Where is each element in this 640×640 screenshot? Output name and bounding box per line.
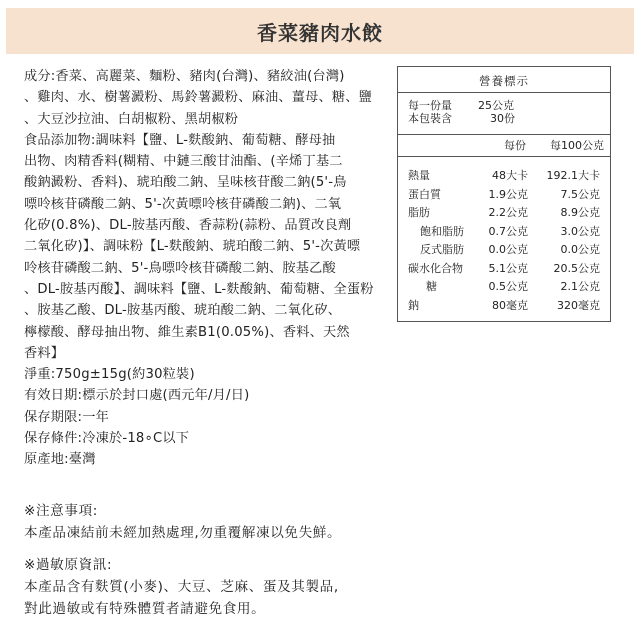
nutrient-per-serving: 1.9公克 — [488, 187, 528, 201]
nutrient-per-serving: 0.0公克 — [488, 243, 528, 256]
nutrient-per-serving: 0.7公克 — [488, 224, 528, 238]
ingredient-line: 成分:香菜、高麗菜、麵粉、豬肉(台灣)、豬絞油(台灣) — [24, 69, 345, 84]
notes-section — [24, 500, 624, 630]
allergen-block — [24, 554, 624, 620]
nutrition-row — [398, 241, 610, 260]
nutrition-rows — [398, 157, 610, 315]
nutrition-row — [398, 223, 610, 242]
nutrient-per-serving: 2.2公克 — [488, 206, 528, 219]
nutrient-per-serving: 80毫克 — [492, 298, 528, 312]
nutrition-row — [398, 297, 610, 316]
product-info-line: 保存期限:一年 — [24, 409, 109, 425]
nutrition-row — [398, 204, 610, 223]
nutrient-per-100g: 8.9公克 — [560, 206, 600, 219]
nutrient-per-serving: 0.5公克 — [488, 280, 528, 293]
ingredient-line: 化矽(0.8%)、DL-胺基丙酸、香蒜粉(蒜粉、品質改良劑 — [24, 218, 352, 234]
nutrition-row — [398, 167, 610, 186]
servings-label: 本包裝含 — [408, 112, 452, 125]
ingredient-line: 嘌呤核苷磷酸二鈉、5'-次黃嘌呤核苷磷酸二鈉)、二氧 — [24, 196, 342, 212]
nutrient-per-serving: 48大卡 — [492, 169, 528, 182]
product-info-line: 保存條件:冷凍於-18∘C以下 — [24, 431, 190, 447]
nutrition-header — [398, 135, 610, 157]
column-per-serving: 每份 — [504, 139, 526, 152]
nutrient-name: 反式脂肪 — [420, 243, 464, 256]
product-info-list — [24, 364, 390, 470]
nutrition-table — [397, 66, 611, 322]
ingredient-line: 、DL-胺基丙酸】、調味料【鹽、L-麩酸鈉、葡萄糖、全蛋粉 — [24, 281, 374, 297]
ingredient-line: 、雞肉、水、樹薯澱粉、馬鈴薯澱粉、麻油、薑母、糖、鹽 — [24, 90, 373, 106]
caution-title: ※注意事項: — [24, 503, 98, 519]
allergen-text-line: 對此過敏或有特殊體質者請避免食用。 — [24, 601, 266, 617]
ingredient-line: 呤核苷磷酸二鈉、5'-鳥嘌呤核苷磷酸二鈉、胺基乙酸 — [24, 260, 336, 276]
ingredients-section — [24, 66, 390, 471]
column-per-100g: 每100公克 — [550, 139, 604, 152]
nutrient-name: 熱量 — [408, 169, 430, 182]
servings-value: 30份 — [490, 112, 515, 125]
nutrient-name: 飽和脂肪 — [420, 224, 464, 238]
nutrient-name: 蛋白質 — [408, 187, 441, 201]
caution-block — [24, 500, 624, 544]
nutrient-name: 碳水化合物 — [408, 261, 463, 275]
ingredient-line: 、胺基乙酸、DL-胺基丙酸、琥珀酸二鈉、二氧化矽、 — [24, 303, 342, 319]
allergen-text-line: 本產品含有麩質(小麥)、大豆、芝麻、蛋及其製品, — [24, 579, 339, 595]
ingredient-line: 、大豆沙拉油、白胡椒粉、黑胡椒粉 — [24, 111, 239, 127]
ingredient-line: 酸鈉澱粉、香料)、琥珀酸二鈉、呈味核苷酸二鈉(5'-鳥 — [24, 175, 347, 191]
allergen-title: ※過敏原資訊: — [24, 557, 113, 573]
nutrition-row — [398, 186, 610, 205]
ingredient-line: 二氧化矽)】、調味粉【L-麩酸鈉、琥珀酸二鈉、5'-次黃嘌 — [24, 239, 361, 255]
nutrition-row — [398, 260, 610, 279]
nutrient-name: 鈉 — [408, 298, 419, 312]
product-info-line: 有效日期:標示於封口處(西元年/月/日) — [24, 388, 250, 404]
caution-text: 本產品凍結前未經加熱處理,勿重覆解凍以免失鮮。 — [24, 525, 342, 541]
serving-label: 每一份量 — [408, 99, 452, 112]
product-title: 香菜豬肉水餃 — [257, 20, 383, 45]
nutrient-per-100g: 2.1公克 — [560, 280, 600, 293]
ingredient-line: 出物、肉精香料(糊精、中鏈三酸甘油酯、(辛烯丁基二 — [24, 154, 343, 170]
serving-info — [398, 93, 610, 135]
nutrition-row — [398, 278, 610, 297]
nutrient-per-100g: 0.0公克 — [560, 243, 600, 256]
serving-value: 25公克 — [478, 99, 514, 112]
ingredient-line: 檸檬酸、酵母抽出物、維生素B1(0.05%)、香料、天然 — [24, 324, 350, 340]
nutrient-per-100g: 7.5公克 — [560, 187, 600, 201]
product-info-line: 淨重:750g±15g(約30粒裝) — [24, 367, 195, 383]
ingredient-line: 香料】 — [24, 345, 65, 361]
nutrient-name: 脂肪 — [408, 206, 430, 219]
nutrient-per-serving: 5.1公克 — [488, 261, 528, 275]
nutrient-per-100g: 192.1大卡 — [546, 169, 600, 182]
product-info-line: 原產地:臺灣 — [24, 452, 96, 468]
nutrient-per-100g: 3.0公克 — [560, 224, 600, 238]
ingredient-line: 食品添加物:調味料【鹽、L-麩酸鈉、葡萄糖、酵母抽 — [24, 132, 336, 148]
ingredients-list — [24, 66, 390, 364]
nutrient-name: 糖 — [426, 280, 437, 293]
nutrient-per-100g: 320毫克 — [557, 298, 600, 312]
nutrition-title: 營養標示 — [398, 67, 610, 93]
nutrient-per-100g: 20.5公克 — [553, 261, 600, 275]
title-banner — [6, 8, 634, 54]
